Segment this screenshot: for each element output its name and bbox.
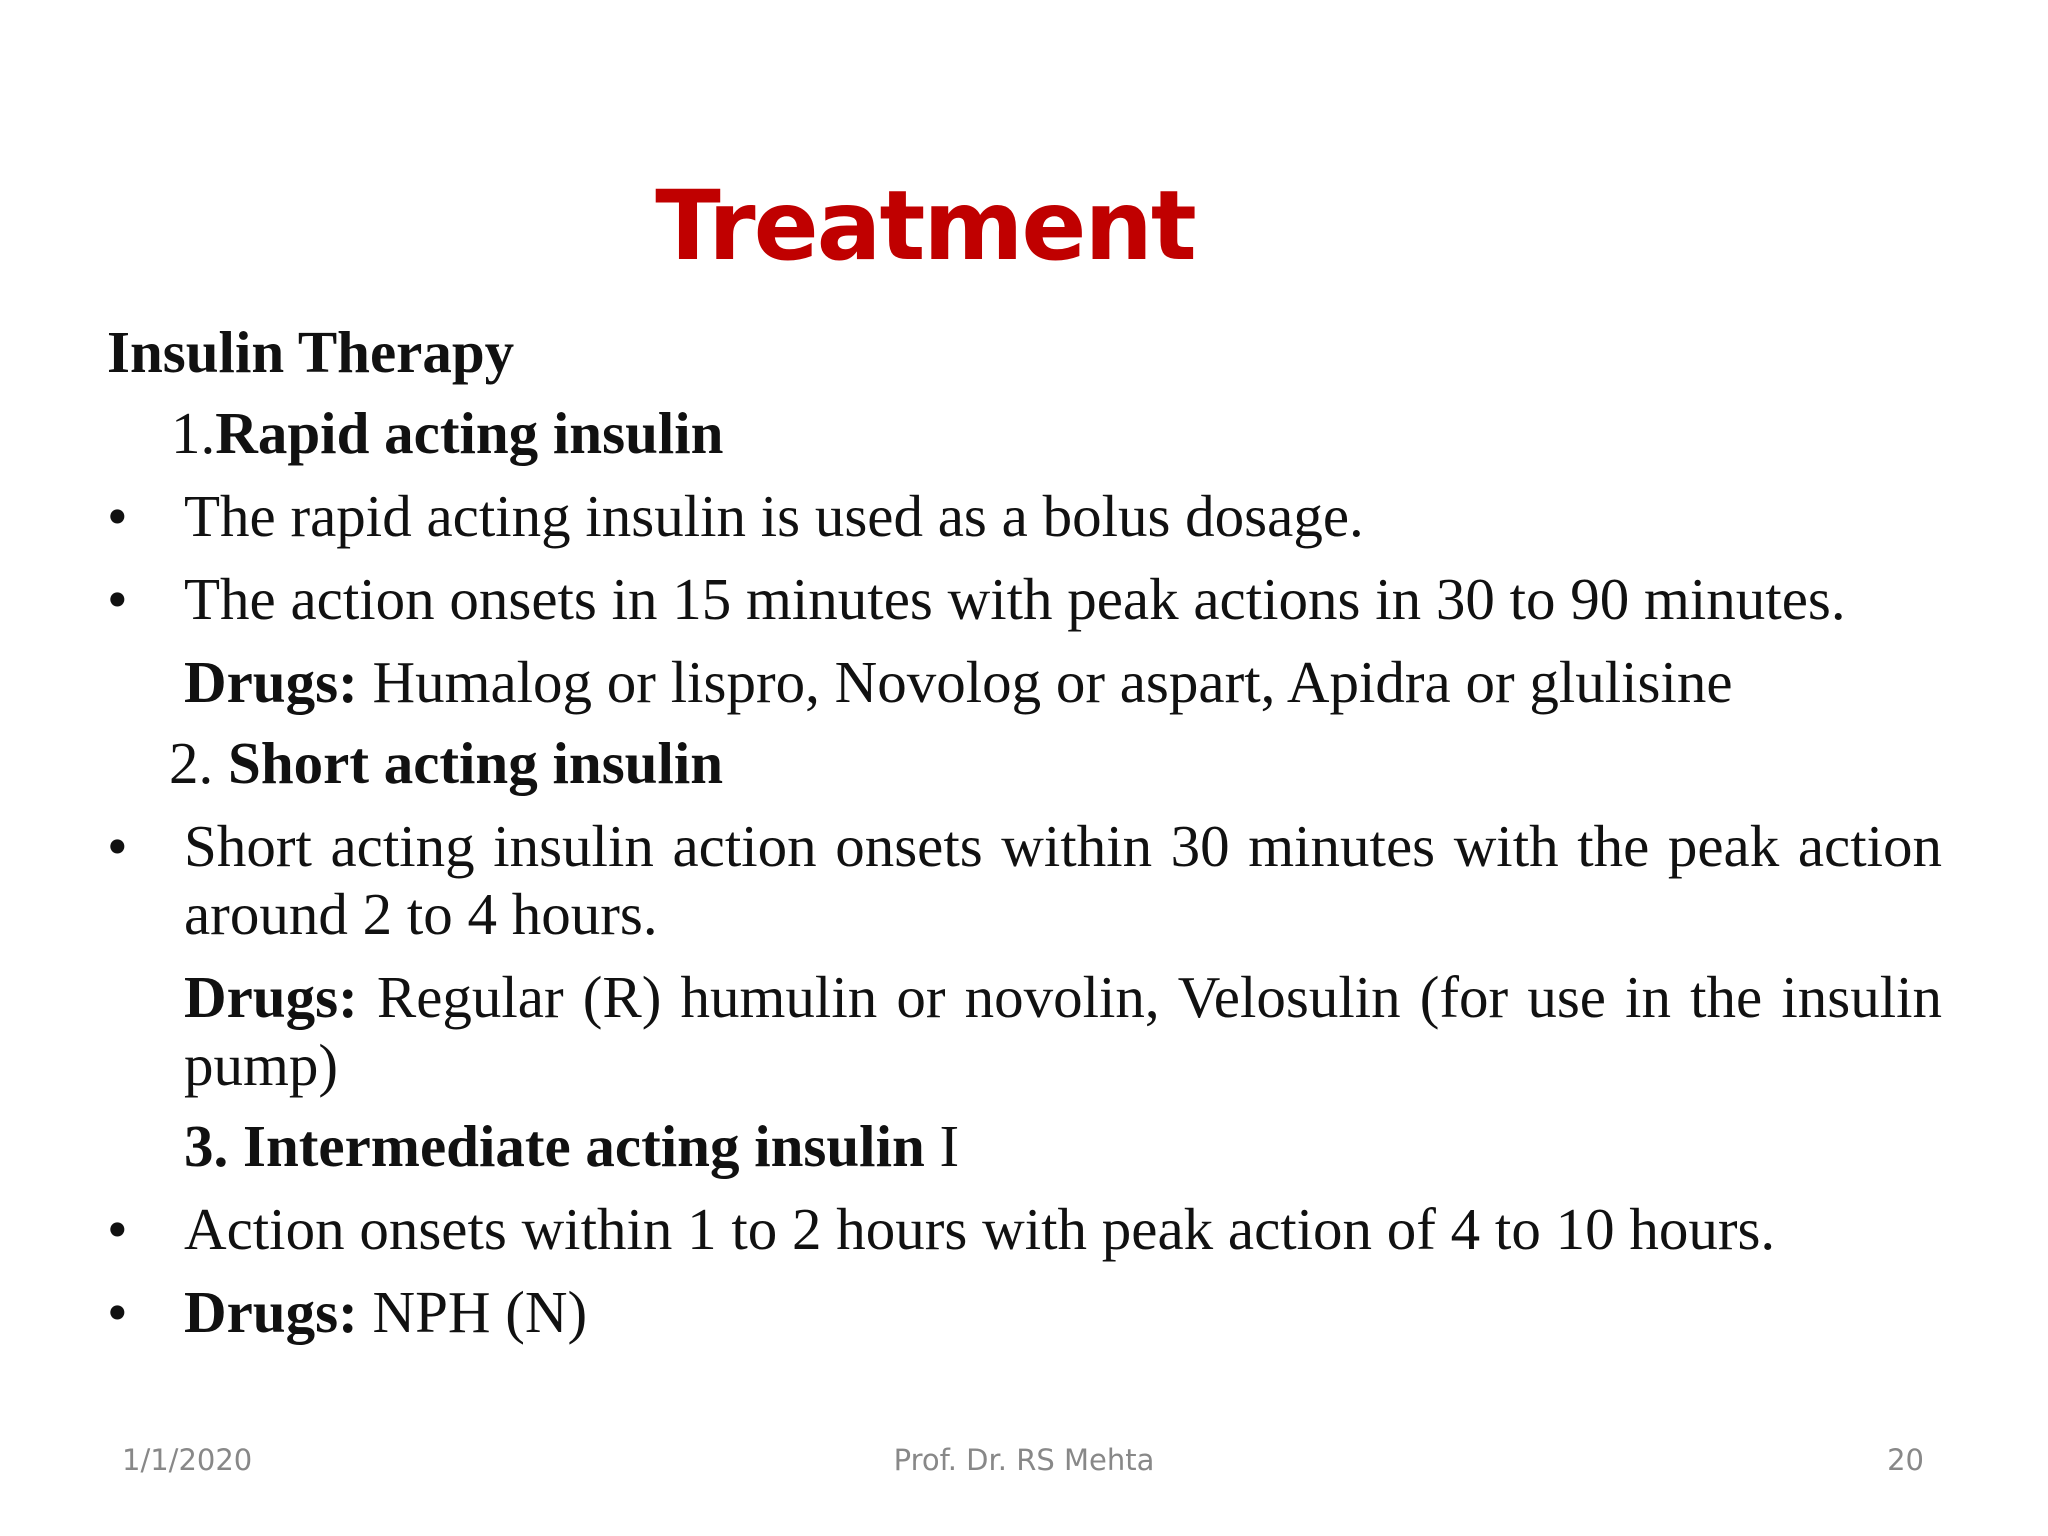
drugs-line [107,648,1942,716]
drugs-label: Drugs: [184,1279,358,1345]
bullet-dot: • [107,813,128,879]
drugs-text: NPH (N) [357,1279,588,1345]
item-title: Rapid acting insulin [215,400,724,466]
list-item [107,1195,1942,1263]
bullet-text: Action onsets within 1 to 2 hours with peak action of 4 to 10 hours. [184,1196,1776,1262]
drugs-text: Regular (R) humulin or novolin, Velosulin (for use in the insulin pump) [184,964,1942,1098]
bullet-dot: • [107,566,128,632]
bullet-text: The action onsets in 15 minutes with peak actions in 30 to 90 minutes. [184,566,1846,632]
list-item [107,565,1942,633]
list-item [107,812,1942,948]
footer-page-number: 20 [1887,1443,1924,1477]
bullet-dot: • [107,483,128,549]
item-number: 2. [169,730,228,796]
drugs-label: Drugs: [184,964,358,1030]
list-item [107,482,1942,550]
item-intermediate-heading [107,1112,1942,1180]
drugs-text: Humalog or lispro, Novolog or aspart, Apidra or glulisine [357,649,1733,715]
item-rapid-heading [107,399,1942,467]
footer-author: Prof. Dr. RS Mehta [893,1443,1155,1477]
bullet-dot: • [107,1279,128,1345]
footer-date: 1/1/2020 [122,1443,253,1477]
bullet-text: Short acting insulin action onsets within 30 minutes with the peak action around 2 to 4 hours. [184,813,1942,947]
item-number: 1. [171,400,216,466]
drugs-label: Drugs: [184,649,358,715]
section-heading: Insulin Therapy [107,319,515,385]
item-title: Short acting insulin [228,730,724,796]
bullet-dot: • [107,1196,128,1262]
list-item [107,1278,1942,1346]
drugs-line [107,963,1942,1099]
item-suffix: I [924,1113,960,1179]
slide-title: Treatment [655,170,1195,282]
item-short-heading [107,729,1942,797]
bullet-text: The rapid acting insulin is used as a bolus dosage. [184,483,1364,549]
slide-body [107,318,1942,1346]
item-title: 3. Intermediate acting insulin [184,1113,925,1179]
